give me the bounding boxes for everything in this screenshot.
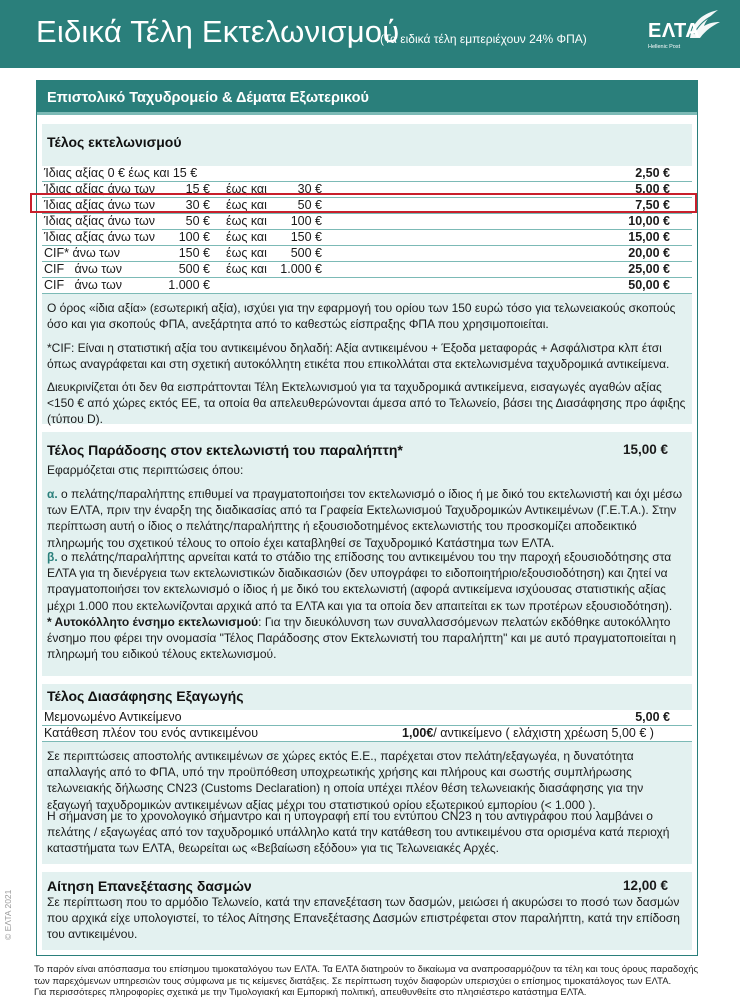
rate-label: CIF* άνω των: [44, 246, 120, 260]
rate-label: CIF άνω των: [44, 262, 123, 276]
per-item-suffix: / αντικείμενο ( ελάχιστη χρέωση 5,00 € ): [433, 726, 654, 740]
footer-line: Το παρόν είναι απόσπασμα του επίσημου τιμοκαταλόγου των ΕΛΤΑ. Τα ΕΛΤΑ διατηρούν το δικαίωμα να αναπροσαρμόζουν τα τέλη και τους όρους παραδοχής: [34, 964, 699, 975]
delivery-case-a: [47, 486, 687, 551]
case-b-text: ο πελάτης/παραλήπτης αρνείται κατά το στάδιο της επίδοσης του αντικειμένου του την παροχή εξουσιοδότησης στα ΕΛΤΑ για τη διενέργεια των εκτελωνιστικών διαδικασιών (δεν υπογράφει το ειδοποιητήριο/εξουσιοδότηση) και ζητεί να πραγματοποιήσει τον εκτελωνισμό ο ίδιος ή με δικό του εκτελωνιστή (αφορά αντικείμενα ισχύουσας στατιστικής αξίας μέχρι 1.000 που εκτελωνίζονται αρχικά από τα ΕΛΤΑ και για τα οποία δεν απαιτείται εκ των προτέρων εξουσιοδότηση).: [47, 550, 673, 613]
delivery-fee-panel: [42, 432, 692, 676]
delivery-fee-amount: 15,00 €: [622, 442, 668, 457]
clearance-note-own-value: Ο όρος «ίδια αξία» (εσωτερική αξία), ισχύει για την εφαρμογή του ορίου των 150 ευρώ τόσο για τελωνειακούς σκοπούς όσο και για σκοπούς ΦΠΑ, ανεξάρτητα από το καθεστώς είσπραξης ΦΠΑ που χρησιμοποιείται.: [47, 301, 676, 332]
rate-label: Ίδιας αξίας άνω των: [44, 230, 156, 244]
delivery-intro: Εφαρμόζεται στις περιπτώσεις όπου:: [47, 463, 244, 477]
clearance-note-cif: *CIF: Είναι η στατιστική αξία του αντικειμένου δηλαδή: Αξία αντικειμένου + Έξοδα μεταφοράς + Ασφάλιστρα κλπ έτσι όπως αναγράφεται και στη σχετική αυτοκόλλητη ετικέτα που επικολλάται στα εκτελωνισμένα ταχυδρομικά αντικείμενα.: [47, 341, 670, 372]
rate-to: 30 €: [297, 182, 322, 196]
export-row-single: [42, 710, 692, 726]
delivery-case-b: [47, 549, 687, 614]
rate-from: 50 €: [185, 214, 210, 228]
footer-line: των παρεχόμενων υπηρεσιών τους σύμφωνα με τις κείμενες διατάξεις. Σε περίπτωση τυχόν διαφορών υπερισχύει ο επίσημος τιμοκατάλογος των ΕΛΤΑ.: [34, 975, 672, 987]
page-subtitle: (Τα ειδικά τέλη εμπεριέχουν 24% ΦΠΑ): [380, 32, 587, 46]
footer-line: Για περισσότερες πληροφορίες σχετικά με την Τιμολογιακή και Εμπορική πολιτική, απευθυνθείτε στο πλησιέστερο κατάστημα ΕΛΤΑ.: [34, 987, 587, 998]
rate-until: έως και: [226, 182, 267, 196]
delivery-stamp-note: [47, 614, 687, 663]
rate-amount: 10,00 €: [628, 214, 670, 228]
export-fee-panel: [42, 684, 692, 864]
section-title: Επιστολικό Ταχυδρομείο & Δέματα Εξωτερικού: [47, 90, 369, 106]
stamp-note-text: : Για την διευκόλυνση των συναλλασσόμενων πελατών εκδόθηκε αυτοκόλλητο ένσημο που φέρει την ονομασία "Τέλος Παράδοσης στον Εκτελωνιστή του παραλήπτη" και με αυτό πραγματοποιείται η πληρωμή του ειδικού τέλους εκτελωνισμού.: [47, 615, 677, 662]
rate-from: 1.000 €: [168, 278, 210, 292]
logo-subtext: Hellenic Post: [648, 44, 681, 50]
rate-to: 100 €: [290, 214, 322, 228]
rate-row: [42, 246, 692, 262]
logo-text: ΕΛΤΑ: [648, 20, 701, 42]
rate-label: CIF άνω των: [44, 278, 123, 292]
rate-from: 100 €: [178, 230, 210, 244]
rate-from: 500 €: [178, 262, 210, 276]
rate-until: έως και: [226, 198, 267, 212]
export-fee-title: Τέλος Διασάφησης Εξαγωγής: [47, 688, 244, 704]
rate-label: Ίδιας αξίας 0 € έως και 15 €: [44, 166, 198, 180]
export-row-multiple: [42, 726, 692, 742]
export-row-amount: 5,00 €: [635, 710, 670, 724]
clearance-fee-title: Τέλος εκτελωνισμού: [47, 134, 182, 150]
rate-to: 500 €: [290, 246, 322, 260]
case-b-letter: β.: [47, 550, 58, 564]
rate-amount: 2,50 €: [635, 166, 670, 180]
review-fee-title: Αίτηση Επανεξέτασης δασμών: [47, 878, 252, 894]
rate-from: 150 €: [178, 246, 210, 260]
rate-amount: 7,50 €: [635, 198, 670, 212]
footer-disclaimer: [34, 964, 704, 999]
rate-row: [42, 230, 692, 246]
export-row-label: Κατάθεση πλέον του ενός αντικειμένου: [44, 726, 259, 740]
case-a-text: ο πελάτης/παραλήπτης επιθυμεί να πραγματοποιήσει τον εκτελωνισμό ο ίδιος ή με δικό του εκτελωνιστή και όχι μέσω των ΕΛΤΑ, πριν την έναρξη της διαδικασίας από τα Γραφεία Εκτελωνισμού Ταχυδρομικών Αντικειμένων (Γ.Ε.Τ.Α.). Στην περίπτωση αυτή ο ίδιος ο πελάτης/παραλήπτης ή εξουσιοδοτημένος εκτελωνιστής του προσκομίζει αποδεικτικό πληρωμής του σχετικού τέλους το οποίο έχει καταβληθεί σε Ταχυδρομικό Κατάστημα των ΕΛΤΑ.: [47, 487, 683, 550]
rate-until: έως και: [226, 230, 267, 244]
rate-amount: 25,00 €: [628, 262, 670, 276]
rate-from: 15 €: [185, 182, 210, 196]
page-title: Ειδικά Τέλη Εκτελωνισμού: [36, 14, 400, 49]
rate-to: 50 €: [297, 198, 322, 212]
stamp-note-title: * Αυτοκόλλητο ένσημο εκτελωνισμού: [47, 615, 259, 629]
case-a-letter: α.: [47, 487, 58, 501]
rate-to: 1.000 €: [280, 262, 322, 276]
side-copyright: © ΕΛΤΑ 2021: [3, 889, 13, 940]
rate-until: έως και: [226, 262, 267, 276]
rate-label: Ίδιας αξίας άνω των: [44, 214, 156, 228]
export-note-stamp: Η σήμανση με το χρονολογικό σήμαντρο και η υπογραφή επί του εντύπου CN23 η του αντιγράφου που λαμβάνει ο πελάτης / εξαγωγέας από τον ταχυδρομικό υπάλληλο κατά την κατάθεση του αντικειμένου στα ορισμένα κατά περιοχή καταστήματα των ΕΛΤΑ, θεωρείται ως «Βεβαίωση εξόδου» για τις Τελωνειακές Αρχές.: [47, 809, 670, 856]
highlight-box: [30, 193, 697, 213]
export-row-amount: [402, 726, 654, 741]
review-text: Σε περίπτωση που το αρμόδιο Τελωνείο, κατά την επανεξέταση των δασμών, μειώσει ή ακυρώσει το ποσό των δασμών που αρχικά είχε υπολογιστεί, το τέλος Αίτησης Επανεξέτασης Δασμών επιστρέφεται στον παραλήπτη, κατά την επίδοση του αντικειμένου.: [47, 895, 680, 942]
rate-label: Ίδιας αξίας άνω των: [44, 198, 156, 212]
rate-row: [42, 166, 692, 182]
rate-amount: 20,00 €: [628, 246, 670, 260]
clearance-note-exemption: Διευκρινίζεται ότι δεν θα εισπράττονται Τέλη Εκτελωνισμού για τα ταχυδρομικά αντικείμενα, εισαγωγές αγαθών αξίας <150 € από χώρες εκτός ΕΕ, τα οποία θα απελευθερώνονται άμεσα από το Τελωνείο, βάσει της Διασάφησης προ άφιξης (τύπου D).: [47, 380, 686, 427]
elta-logo: [648, 8, 722, 58]
review-fee-panel: [42, 872, 692, 950]
rate-row: [42, 278, 692, 294]
rate-to: 150 €: [290, 230, 322, 244]
section-header: [37, 81, 697, 115]
rate-until: έως και: [226, 214, 267, 228]
export-note-vat: Σε περιπτώσεις αποστολής αντικειμένων σε χώρες εκτός Ε.Ε., παρέχεται στον πελάτη/εξαγωγέα, η δυνατότητα απαλλαγής από το ΦΠΑ, υπό την προϋπόθεση υποχρεωτικής χρήσης και πλήρους και σωστής συμπλήρωσης τελωνειακής δήλωσης CN23 (Customs Declaration) η οποία υπέχει πλέον θέση τελωνειακής διασάφησης για την εξαγωγή ταχυδρομικών αντικειμένων αξίας μέχρι του στατιστικού ορίου εξωτερικού εμπορίου (< 1.000 ).: [47, 749, 644, 812]
rate-until: έως και: [226, 246, 267, 260]
rate-amount: 15,00 €: [628, 230, 670, 244]
rate-label: Ίδιας αξίας άνω των: [44, 182, 156, 196]
rate-row: [42, 262, 692, 278]
clearance-fee-panel: [42, 124, 692, 427]
rate-amount: 50,00 €: [628, 278, 670, 292]
delivery-fee-title: Τέλος Παράδοσης στον εκτελωνιστή του παραλήπτη*: [47, 442, 403, 458]
export-row-label: Μεμονωμένο Αντικείμενο: [44, 710, 182, 724]
per-item-amount: 1,00€: [402, 726, 434, 740]
rate-row: [42, 214, 692, 230]
page-header: [0, 0, 740, 68]
rate-amount: 5,00 €: [635, 182, 670, 196]
review-fee-amount: 12,00 €: [622, 878, 668, 893]
rate-from: 30 €: [185, 198, 210, 212]
